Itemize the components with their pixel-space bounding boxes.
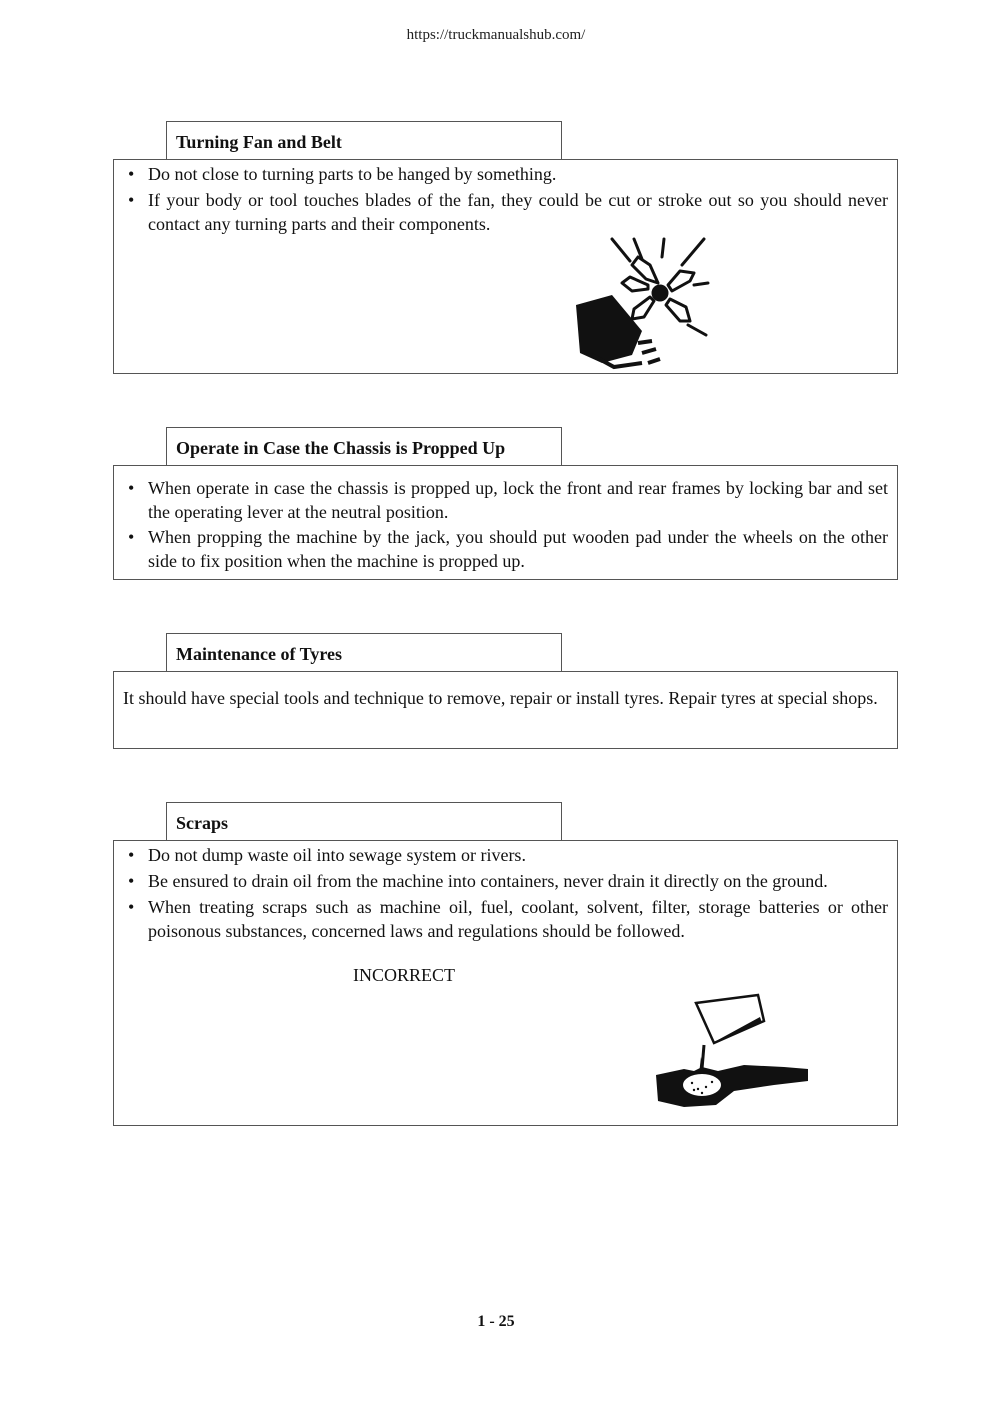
bullet-dot-icon: • xyxy=(128,190,135,210)
bullet-dot-icon: • xyxy=(128,871,135,891)
bullet-dot-icon: • xyxy=(128,897,135,917)
bullet-dot-icon: • xyxy=(128,164,135,184)
section-title-chassis-propped: Operate in Case the Chassis is Propped Up xyxy=(166,427,562,465)
section-title-turning-fan: Turning Fan and Belt xyxy=(166,121,562,159)
page-number: 1 - 25 xyxy=(477,1313,515,1330)
bullet-dot-icon: • xyxy=(128,478,135,498)
oil-pouring-on-ground-icon xyxy=(654,991,814,1111)
section-body-tyres xyxy=(113,671,898,749)
bullet-item: • When operate in case the chassis is propped up, lock the front and rear frames by locking bar and set the operating lever at the neutral position. xyxy=(128,478,888,522)
bullet-item: • If your body or tool touches blades of the fan, they could be cut or stroke out so you should never contact any turning parts and their components. xyxy=(128,190,888,234)
bullet-dot-icon: • xyxy=(128,527,135,547)
tyres-paragraph: It should have special tools and technique to remove, repair or install tyres. Repair tyres at special shops. xyxy=(123,688,878,708)
section-body-chassis-propped xyxy=(113,465,898,580)
fan-hand-warning-icon xyxy=(572,235,712,375)
section-body-scraps xyxy=(113,840,898,1126)
bullet-item: • Do not close to turning parts to be hanged by something. xyxy=(128,164,557,184)
section-title-tyres: Maintenance of Tyres xyxy=(166,633,562,671)
section-title-scraps: Scraps xyxy=(166,802,562,840)
bullet-item: • Do not dump waste oil into sewage system or rivers. xyxy=(128,845,526,865)
figure-label-incorrect: INCORRECT xyxy=(353,965,456,985)
source-url: https://truckmanualshub.com/ xyxy=(406,27,586,43)
bullet-item: • When treating scraps such as machine oil, fuel, coolant, solvent, filter, storage batteries or other poisonous substances, concerned laws and regulations should be followed. xyxy=(128,897,888,941)
bullet-item: • When propping the machine by the jack, you should put wooden pad under the wheels on the other side to fix position when the machine is propped up. xyxy=(128,527,888,571)
bullet-item: • Be ensured to drain oil from the machine into containers, never drain it directly on the ground. xyxy=(128,871,828,891)
bullet-dot-icon: • xyxy=(128,845,135,865)
section-body-turning-fan xyxy=(113,159,898,374)
